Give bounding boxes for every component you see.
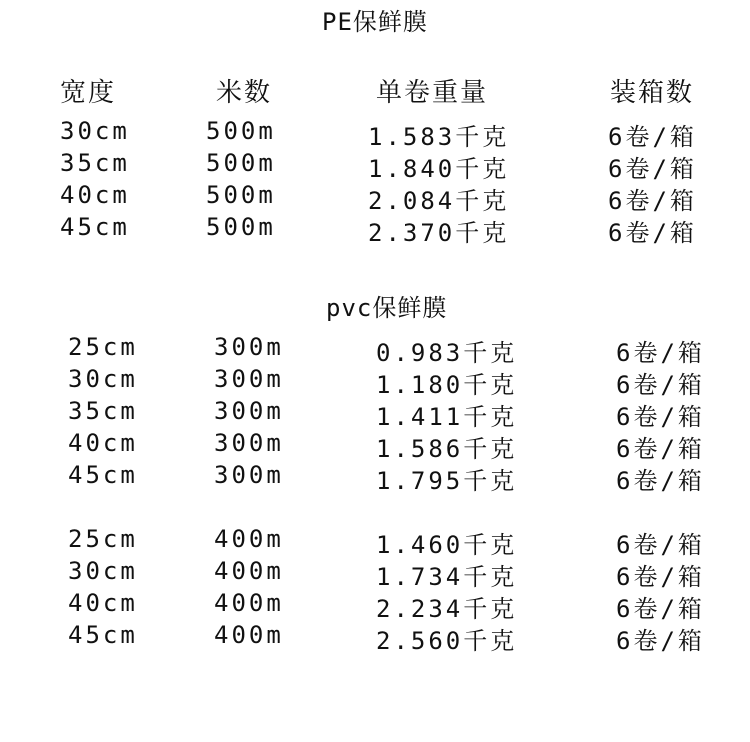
table-row [0, 621, 750, 653]
carton-cell: 6卷/箱 [616, 339, 705, 367]
table-header [0, 72, 750, 106]
table-row [0, 429, 750, 461]
carton-cell: 6卷/箱 [608, 123, 697, 151]
width-cell: 25cm [68, 525, 138, 553]
length-cell: 500m [206, 213, 276, 241]
pe-table [0, 117, 750, 245]
carton-cell: 6卷/箱 [608, 219, 697, 247]
pvc-table-400m [0, 525, 750, 653]
length-cell: 300m [214, 461, 284, 489]
weight-cell: 0.983千克 [376, 339, 518, 367]
weight-cell: 2.234千克 [376, 595, 518, 623]
weight-cell: 1.734千克 [376, 563, 518, 591]
table-row [0, 149, 750, 181]
carton-cell: 6卷/箱 [608, 187, 697, 215]
header-carton-qty: 装箱数 [610, 78, 695, 108]
pe-title: PE保鲜膜 [322, 8, 428, 36]
table-row [0, 589, 750, 621]
table-row [0, 397, 750, 429]
header-length: 米数 [216, 78, 273, 108]
weight-cell: 1.586千克 [376, 435, 518, 463]
carton-cell: 6卷/箱 [616, 595, 705, 623]
length-cell: 300m [214, 429, 284, 457]
width-cell: 35cm [60, 149, 130, 177]
carton-cell: 6卷/箱 [616, 403, 705, 431]
length-cell: 300m [214, 365, 284, 393]
table-row [0, 525, 750, 557]
weight-cell: 2.370千克 [368, 219, 510, 247]
header-roll-weight: 单卷重量 [376, 78, 489, 108]
length-cell: 300m [214, 397, 284, 425]
table-row [0, 365, 750, 397]
carton-cell: 6卷/箱 [616, 371, 705, 399]
width-cell: 40cm [68, 589, 138, 617]
length-cell: 500m [206, 181, 276, 209]
table-row [0, 181, 750, 213]
weight-cell: 1.460千克 [376, 531, 518, 559]
width-cell: 35cm [68, 397, 138, 425]
weight-cell: 2.560千克 [376, 627, 518, 655]
table-row [0, 557, 750, 589]
table-row [0, 333, 750, 365]
length-cell: 400m [214, 557, 284, 585]
width-cell: 45cm [68, 621, 138, 649]
length-cell: 500m [206, 117, 276, 145]
width-cell: 45cm [68, 461, 138, 489]
width-cell: 30cm [60, 117, 130, 145]
length-cell: 500m [206, 149, 276, 177]
carton-cell: 6卷/箱 [616, 531, 705, 559]
table-row [0, 461, 750, 493]
pvc-title: pvc保鲜膜 [326, 294, 448, 322]
carton-cell: 6卷/箱 [616, 627, 705, 655]
carton-cell: 6卷/箱 [616, 563, 705, 591]
weight-cell: 1.180千克 [376, 371, 518, 399]
header-width: 宽度 [60, 78, 117, 108]
width-cell: 25cm [68, 333, 138, 361]
length-cell: 400m [214, 525, 284, 553]
width-cell: 40cm [68, 429, 138, 457]
table-row [0, 213, 750, 245]
weight-cell: 2.084千克 [368, 187, 510, 215]
weight-cell: 1.583千克 [368, 123, 510, 151]
table-row [0, 117, 750, 149]
carton-cell: 6卷/箱 [616, 435, 705, 463]
width-cell: 45cm [60, 213, 130, 241]
weight-cell: 1.411千克 [376, 403, 518, 431]
carton-cell: 6卷/箱 [608, 155, 697, 183]
length-cell: 400m [214, 589, 284, 617]
weight-cell: 1.840千克 [368, 155, 510, 183]
length-cell: 300m [214, 333, 284, 361]
width-cell: 30cm [68, 557, 138, 585]
pvc-table-300m [0, 333, 750, 493]
length-cell: 400m [214, 621, 284, 649]
width-cell: 30cm [68, 365, 138, 393]
width-cell: 40cm [60, 181, 130, 209]
carton-cell: 6卷/箱 [616, 467, 705, 495]
weight-cell: 1.795千克 [376, 467, 518, 495]
